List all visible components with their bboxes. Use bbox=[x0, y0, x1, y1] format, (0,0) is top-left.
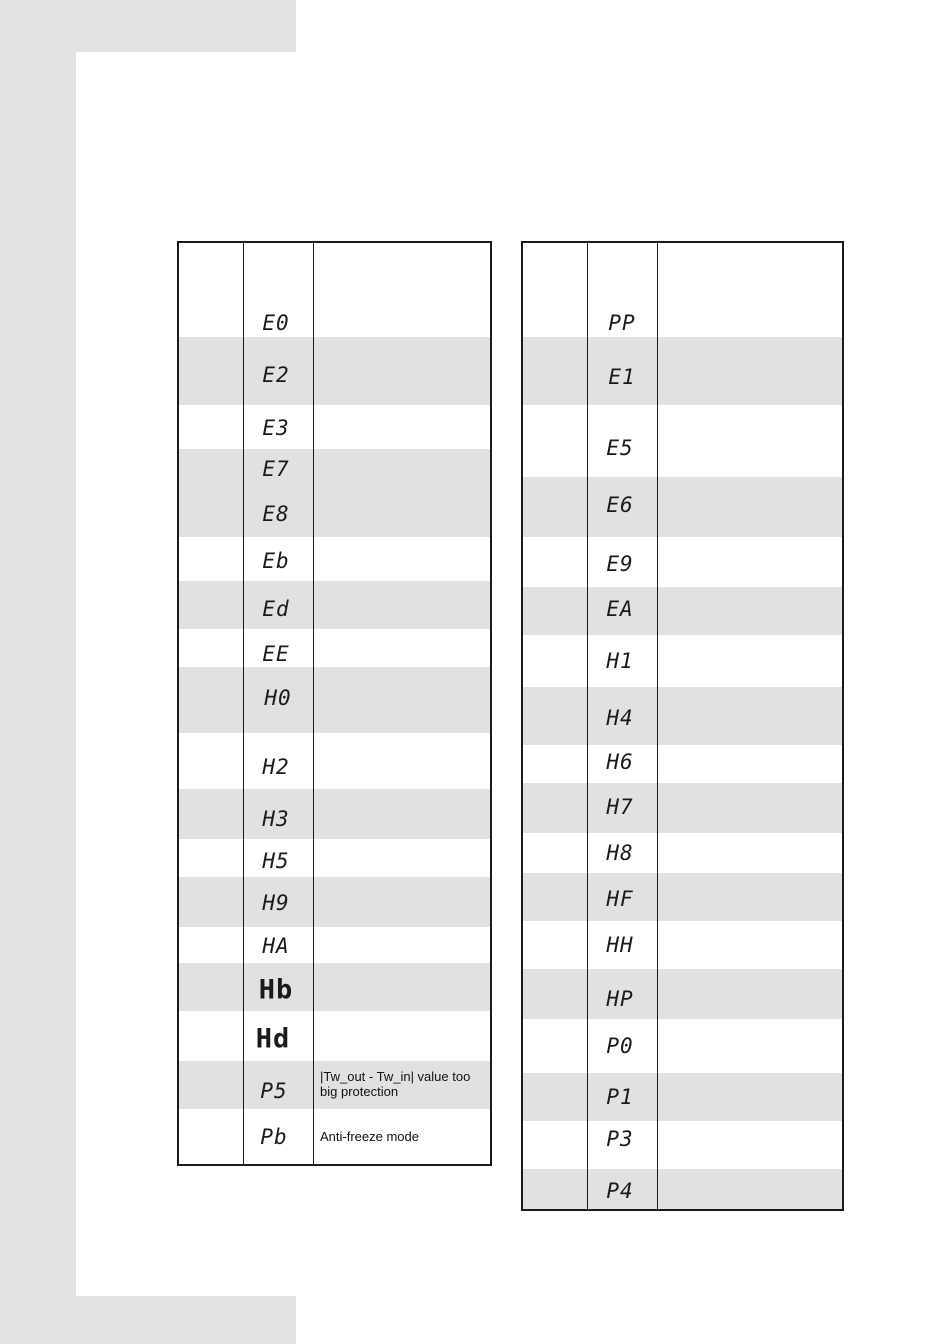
error-code: E8 bbox=[262, 502, 290, 526]
error-code-table-right bbox=[521, 241, 844, 1211]
code-description: |Tw_out - Tw_in| value too big protection bbox=[320, 1069, 471, 1099]
error-code: H8 bbox=[606, 841, 634, 865]
column-divider bbox=[243, 243, 244, 1164]
error-code: E0 bbox=[262, 311, 290, 335]
table-row bbox=[179, 405, 490, 449]
error-code: E5 bbox=[606, 436, 634, 460]
table-row bbox=[179, 667, 490, 733]
error-code: Eb bbox=[262, 549, 290, 573]
table-row bbox=[179, 927, 490, 963]
table-row bbox=[523, 299, 842, 337]
table-row bbox=[523, 1019, 842, 1073]
table-row bbox=[179, 789, 490, 839]
error-code: E1 bbox=[608, 365, 636, 389]
table-row bbox=[179, 537, 490, 581]
table-row bbox=[523, 587, 842, 635]
page-edge-tab-top bbox=[0, 0, 296, 52]
table-row bbox=[179, 733, 490, 789]
error-code: Hd bbox=[255, 1023, 291, 1055]
error-code: Pb bbox=[260, 1125, 288, 1149]
column-divider bbox=[657, 243, 658, 1209]
table-header bbox=[523, 243, 842, 299]
error-code: H7 bbox=[606, 795, 634, 819]
table-row bbox=[179, 449, 490, 537]
table-row bbox=[523, 405, 842, 477]
error-code: H4 bbox=[606, 706, 634, 730]
table-row bbox=[179, 1011, 490, 1061]
table-row bbox=[523, 337, 842, 405]
column-divider bbox=[587, 243, 588, 1209]
error-code: P3 bbox=[606, 1127, 634, 1151]
table-row bbox=[523, 1073, 842, 1121]
table-row bbox=[523, 969, 842, 1019]
table-row bbox=[179, 963, 490, 1011]
error-code: E6 bbox=[606, 493, 634, 517]
error-code: E9 bbox=[606, 552, 634, 576]
table-row bbox=[523, 687, 842, 745]
table-row bbox=[179, 629, 490, 667]
error-code: HH bbox=[606, 933, 634, 957]
table-row bbox=[523, 833, 842, 873]
error-code: P1 bbox=[606, 1085, 634, 1109]
error-code: H3 bbox=[262, 807, 290, 831]
error-code: H6 bbox=[606, 750, 634, 774]
error-code: H5 bbox=[262, 849, 290, 873]
table-header bbox=[179, 243, 490, 299]
error-code: P5 bbox=[260, 1079, 288, 1103]
table-row bbox=[523, 1169, 842, 1209]
page-edge-tab-bottom bbox=[0, 1296, 296, 1344]
table-row bbox=[179, 877, 490, 927]
error-code: Hb bbox=[258, 974, 294, 1006]
table-row bbox=[179, 299, 490, 337]
error-code: E7 bbox=[262, 457, 290, 481]
error-code: H1 bbox=[606, 649, 634, 673]
error-code: EE bbox=[262, 642, 290, 666]
error-code: P0 bbox=[606, 1034, 634, 1058]
code-description: Anti-freeze mode bbox=[320, 1129, 419, 1144]
table-row bbox=[523, 1121, 842, 1169]
table-row bbox=[523, 537, 842, 587]
error-code: E3 bbox=[262, 416, 290, 440]
table-row bbox=[523, 873, 842, 921]
error-code: E2 bbox=[262, 363, 290, 387]
error-code: H2 bbox=[262, 755, 290, 779]
page-edge-tab-left bbox=[0, 52, 76, 1296]
error-code: P4 bbox=[606, 1179, 634, 1203]
table-row bbox=[179, 581, 490, 629]
table-row bbox=[523, 783, 842, 833]
error-code: Ed bbox=[262, 597, 290, 621]
error-code-table-left bbox=[177, 241, 492, 1166]
error-code: HF bbox=[606, 887, 634, 911]
error-code: H9 bbox=[262, 891, 290, 915]
table-row bbox=[179, 337, 490, 405]
column-divider bbox=[313, 243, 314, 1164]
table-row bbox=[179, 839, 490, 877]
error-code: HA bbox=[262, 934, 290, 958]
error-code: PP bbox=[608, 311, 636, 335]
error-code: H0 bbox=[264, 686, 292, 710]
table-row bbox=[523, 477, 842, 537]
table-row bbox=[523, 635, 842, 687]
table-row bbox=[523, 745, 842, 783]
error-code: HP bbox=[606, 987, 634, 1011]
table-row bbox=[523, 921, 842, 969]
error-code: EA bbox=[606, 597, 634, 621]
